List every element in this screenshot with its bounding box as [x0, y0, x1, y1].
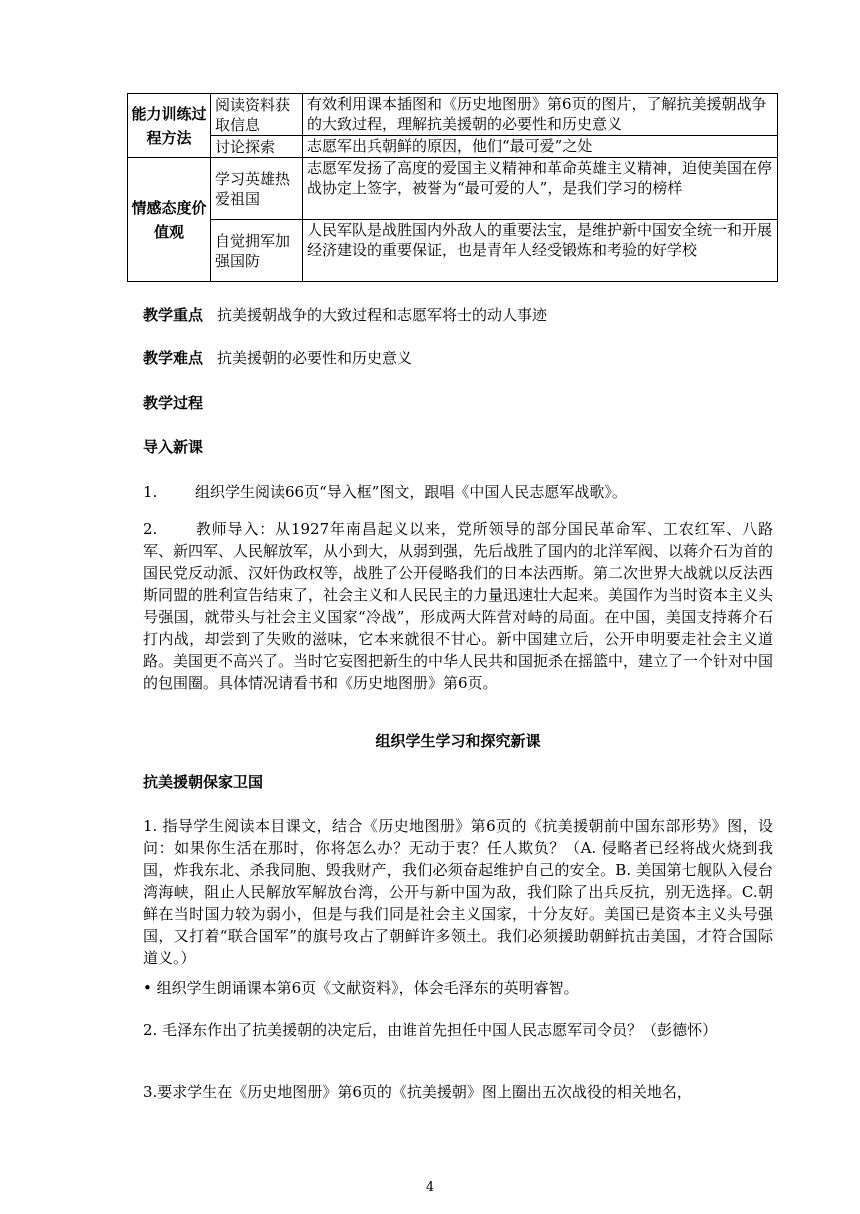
subsection-title: 抗美援朝保家卫国 — [143, 773, 264, 791]
sub-cell: 阅读资料获取信息 — [211, 94, 303, 136]
content-cell: 志愿军发扬了高度的爱国主义精神和革命英雄主义精神，迫使美国在停战协定上签字，被誉为“最可爱的人”，是我们学习的榜样 — [303, 158, 778, 220]
sub-cell: 自觉拥军加强国防 — [211, 220, 303, 282]
key-point — [143, 304, 773, 326]
content-cell: 有效利用课本插图和《历史地图册》第6页的图片，了解抗美援朝战争的大致过程，理解抗美援朝的必要性和历史意义 — [303, 94, 778, 136]
body-paragraph-3: 3.要求学生在《历史地图册》第6页的《抗美援朝》图上圈出五次战役的相关地名， — [143, 1083, 692, 1101]
sub-cell: 学习英雄热爱祖国 — [211, 158, 303, 220]
category-cell: 情感态度价 值观 — [128, 158, 211, 282]
category-cell: 能力训练过程方法 — [128, 94, 211, 158]
difficulty-text: 抗美援朝的必要性和历史意义 — [217, 349, 413, 367]
intro-item-2 — [143, 518, 773, 694]
intro-heading: 导入新课 — [143, 438, 204, 456]
item-number: 2. — [143, 520, 158, 538]
item-number: 1. — [143, 483, 158, 501]
key-point-text: 抗美援朝战争的大致过程和志愿军将士的动人事迹 — [217, 306, 548, 324]
difficulty-label: 教学难点 — [143, 349, 204, 367]
content-cell: 人民军队是战胜国内外敌人的重要法宝，是维护新中国安全统一和开展经济建设的重要保证，也是青年人经受锻炼和考验的好学校 — [303, 220, 778, 282]
body-paragraph-bullet: • 组织学生朗诵课本第6页《文献资料》，体会毛泽东的英明睿智。 — [143, 979, 579, 997]
table-row — [128, 220, 778, 282]
body-paragraph-2: 2. 毛泽东作出了抗美援朝的决定后，由谁首先担任中国人民志愿军司令员？（彭德怀） — [143, 1021, 718, 1039]
table-row — [128, 136, 778, 158]
item-text: 组织学生阅读66页“导入框”图文，跟唱《中国人民志愿军战歌》。 — [195, 483, 627, 501]
section-title: 组织学生学习和探究新课 — [375, 732, 541, 750]
content-cell: 志愿军出兵朝鲜的原因，他们“最可爱”之处 — [303, 136, 778, 158]
table-row — [128, 94, 778, 136]
item-text: 教师导入：从1927年南昌起义以来，党所领导的部分国民革命军、工农红军、八路军、新四军、人民解放军，从小到大，从弱到强，先后战胜了国内的北洋军阀、以蒋介石为首的国民党反动派、汉奸伪政权等，战胜了公开侵略我们的日本法西斯。第二次世界大战就以反法西斯同盟的胜利宣告结束了，社会主义和人民民主的力量迅速壮大起来。美国作为当时资本主义头号强国，就带头与社会主义国家“冷战”，形成两大阵营对峙的局面。在中国，美国支持蒋介石打内战，却尝到了失败的滋味，它本来就很不甘心。新中国建立后，公开申明要走社会主义道路。美国更不高兴了。当时它妄图把新生的中华人民共和国扼杀在摇篮中，建立了一个针对中国的包围圈。具体情况请看书和《历史地图册》第6页。 — [143, 520, 774, 692]
difficulty — [143, 347, 773, 369]
intro-item-1 — [143, 481, 773, 503]
objectives-table — [127, 93, 778, 282]
key-point-label: 教学重点 — [143, 306, 204, 324]
table-row — [128, 158, 778, 220]
body-paragraph-1: 1. 指导学生阅读本目课文，结合《历史地图册》第6页的《抗美援朝前中国东部形势》图，设问：如果你生活在那时，你将怎么办？无动于衷？任人欺负？（A. 侵略者已经将战火烧到我国，炸我东北、杀我同胞、毁我财产，我们必须奋起维护自己的安全。B. 美国第七舰队入侵台湾海峡，阻止人民解放军解放台湾，公开与新中国为敌，我们除了出兵反抗，别无选择。C.朝鲜在当时国力较为弱小，但是与我们同是社会主义国家，十分友好。美国已是资本主义头号强国，又打着“联合国军”的旗号攻占了朝鲜许多领土。我们必须援助朝鲜抗击美国，才符合国际道义。） — [143, 817, 773, 967]
sub-cell: 讨论探索 — [211, 136, 303, 158]
process-heading: 教学过程 — [143, 394, 204, 412]
page-number: 4 — [425, 1180, 435, 1195]
